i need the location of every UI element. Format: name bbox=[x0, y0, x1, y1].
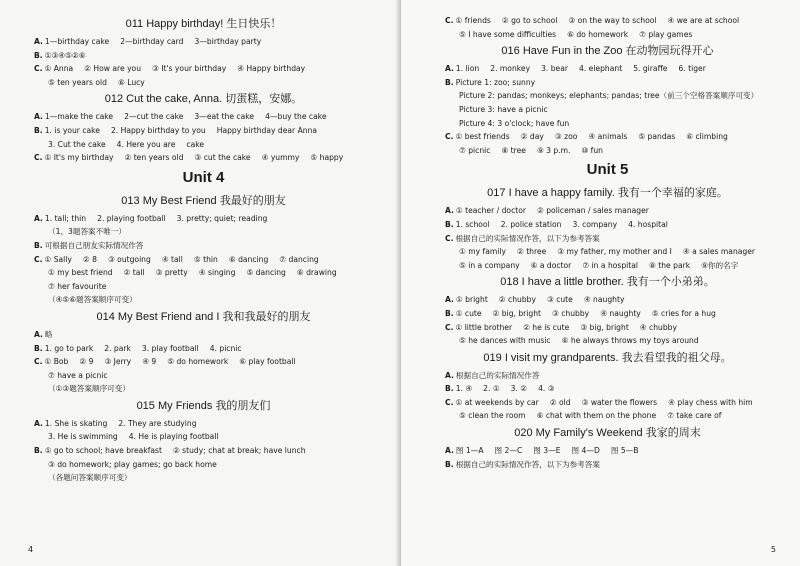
exercise-label: C. bbox=[445, 233, 454, 243]
answer-line bbox=[445, 259, 770, 273]
exercise-label: C. bbox=[34, 64, 43, 74]
answer-item: ① go to school; have breakfast bbox=[44, 446, 162, 456]
answer-item: ④ yummy bbox=[261, 153, 300, 163]
left-page bbox=[0, 0, 399, 566]
answer-item: ② tall bbox=[123, 268, 145, 278]
answer-line bbox=[445, 76, 770, 90]
answer-line bbox=[34, 382, 373, 396]
answer-item: ① Sally bbox=[44, 254, 72, 264]
answer-item: ③ cute bbox=[546, 295, 573, 305]
exercise-label: B. bbox=[445, 219, 454, 229]
exercise-label: B. bbox=[445, 384, 454, 394]
answer-item: ③ zoo bbox=[554, 132, 578, 142]
answer-line bbox=[445, 28, 770, 42]
answer-item: ⑥ climbing bbox=[686, 132, 728, 142]
answer-line bbox=[34, 110, 373, 124]
answer-line bbox=[34, 280, 373, 294]
answer-item: ① little brother bbox=[455, 322, 513, 332]
answer-line bbox=[445, 144, 770, 158]
answer-item: ⑥ a doctor bbox=[530, 260, 572, 270]
answer-item: ⑤ happy bbox=[310, 153, 344, 163]
answer-item: ③ pretty bbox=[155, 268, 188, 278]
answer-item: ⑤ ten years old bbox=[48, 77, 107, 87]
answer-item: ⑩ fun bbox=[581, 145, 603, 155]
answer-item: 2—cut the cake bbox=[124, 112, 184, 122]
answer-line bbox=[34, 328, 373, 342]
answer-line bbox=[34, 471, 373, 485]
answer-item: ④ we are at school bbox=[667, 16, 740, 25]
answer-item: 图 4—D bbox=[571, 446, 600, 456]
answer-item: 3. play football bbox=[141, 343, 199, 353]
answer-item: 1. school bbox=[455, 219, 490, 229]
answer-item: 图 3—E bbox=[533, 446, 561, 456]
answer-line bbox=[34, 151, 373, 165]
answer-line bbox=[445, 307, 770, 321]
right-page bbox=[401, 0, 800, 566]
answer-item: 1. is your cake bbox=[44, 125, 100, 135]
answer-item: ⑥ dancing bbox=[228, 254, 269, 264]
lesson-title: 013 My Best Friend 我最好的朋友 bbox=[121, 194, 286, 207]
answer-line bbox=[34, 239, 373, 253]
answer-item: ⑤ thin bbox=[193, 254, 218, 264]
page-number-left: 4 bbox=[28, 545, 34, 554]
answer-item: 4—buy the cake bbox=[265, 112, 327, 122]
answer-item: 1. lion bbox=[455, 64, 480, 74]
answer-line bbox=[34, 124, 373, 138]
answer-item: ⑦ dancing bbox=[279, 254, 319, 264]
answer-item: ⑦ take care of bbox=[667, 411, 722, 421]
answer-line bbox=[445, 232, 770, 246]
answer-item: （①③题答案顺序可变） bbox=[48, 384, 130, 394]
answer-item: ② old bbox=[549, 397, 571, 407]
answer-item: Picture 1: zoo; sunny bbox=[455, 77, 536, 87]
answer-item: ⑤ cries for a hug bbox=[651, 308, 716, 318]
answer-item: ① Anna bbox=[44, 64, 74, 74]
answer-line bbox=[445, 89, 770, 103]
answer-item: Picture 4: 3 o'clock; have fun bbox=[459, 118, 570, 128]
answer-line bbox=[445, 14, 770, 28]
answer-item: 2. monkey bbox=[490, 64, 531, 74]
answer-item: 根据自己的实际情况作答 bbox=[455, 370, 540, 380]
left-page-content bbox=[34, 14, 373, 485]
answer-item: 3. He is swimming bbox=[48, 432, 118, 442]
page-number-right: 5 bbox=[770, 545, 776, 554]
answer-item: ⑦ in a hospital bbox=[582, 260, 639, 270]
exercise-label: B. bbox=[445, 77, 454, 87]
answer-item: 2—birthday card bbox=[120, 37, 184, 46]
answer-item: ② three bbox=[516, 247, 547, 257]
lesson-title: 014 My Best Friend and I 我和我最好的朋友 bbox=[96, 310, 311, 323]
answer-line bbox=[34, 253, 373, 267]
answer-item: ② policeman / sales manager bbox=[537, 206, 649, 216]
answer-item: 3. bear bbox=[541, 64, 568, 74]
answer-line bbox=[445, 103, 770, 117]
answer-item: 4. He is playing football bbox=[128, 432, 219, 442]
answer-line bbox=[445, 382, 770, 396]
exercise-label: A. bbox=[445, 64, 454, 74]
answer-item: ② 8 bbox=[82, 254, 97, 264]
answer-item: 2. playing football bbox=[97, 213, 166, 223]
answer-line bbox=[34, 417, 373, 431]
answer-item: ①③④⑤②⑥ bbox=[44, 50, 86, 60]
answer-item: 1. She is skating bbox=[44, 418, 108, 428]
answer-line bbox=[445, 218, 770, 232]
exercise-label: C. bbox=[34, 357, 43, 367]
exercise-label: B. bbox=[34, 50, 43, 60]
answer-item: ① It's my birthday bbox=[44, 153, 114, 163]
answer-item: ④ Happy birthday bbox=[237, 64, 306, 74]
answer-item: 1—birthday cake bbox=[44, 37, 110, 46]
answer-item: ① at weekends by car bbox=[455, 397, 539, 407]
answer-item: 可根据自己朋友实际情况作答 bbox=[44, 240, 144, 250]
answer-item: 1. ④ bbox=[455, 384, 473, 394]
answer-item: ⑧ the park bbox=[649, 260, 691, 270]
answer-item: ⑤ in a company bbox=[459, 260, 520, 270]
lesson-title: 020 My Family's Weekend 我家的周末 bbox=[514, 427, 701, 440]
answer-item: ② he is cute bbox=[523, 322, 570, 332]
answer-item: ⑤ do homework bbox=[167, 357, 229, 367]
exercise-label: B. bbox=[445, 308, 454, 318]
lesson-title: 019 I visit my grandparents. 我去看望我的祖父母。 bbox=[483, 351, 732, 364]
exercise-label: A. bbox=[445, 370, 454, 380]
answer-line bbox=[445, 245, 770, 259]
exercise-label: C. bbox=[445, 132, 454, 142]
answer-line bbox=[34, 293, 373, 307]
answer-line bbox=[34, 444, 373, 458]
answer-item: ② 9 bbox=[79, 357, 94, 367]
answer-item: ② ten years old bbox=[124, 153, 184, 163]
answer-item: ③ my father, my mother and I bbox=[557, 247, 672, 257]
answer-item: ⑦ have a picnic bbox=[48, 370, 108, 380]
answer-item: ⑥ chat with them on the phone bbox=[536, 411, 657, 421]
answer-item: ② chubby bbox=[498, 295, 536, 305]
answer-item: 1. tall; thin bbox=[44, 213, 87, 223]
answer-item: 4. ③ bbox=[538, 384, 555, 394]
exercise-label: C. bbox=[445, 322, 454, 332]
answer-item: 3. pretty; quiet; reading bbox=[176, 213, 268, 223]
answer-item: ② go to school bbox=[501, 16, 558, 25]
answer-item: 2. park bbox=[104, 343, 131, 353]
answer-item: 略 bbox=[44, 329, 53, 339]
lesson-title: 011 Happy birthday! 生日快乐！ bbox=[125, 18, 282, 30]
answer-item: ④ animals bbox=[588, 132, 628, 142]
answer-line bbox=[34, 369, 373, 383]
exercise-label: B. bbox=[34, 125, 43, 135]
answer-item: 5. giraffe bbox=[633, 64, 668, 74]
answer-item: ③ chubby bbox=[552, 308, 590, 318]
exercise-label: A. bbox=[34, 213, 43, 223]
lesson-title: 017 I have a happy family. 我有一个幸福的家庭。 bbox=[487, 187, 728, 200]
exercise-label: A. bbox=[445, 295, 454, 305]
answer-line bbox=[34, 342, 373, 356]
answer-item: Picture 2: pandas; monkeys; elephants; pandas; tree（前三个空格答案顺序可变） bbox=[459, 91, 759, 101]
exercise-label: A. bbox=[34, 329, 43, 339]
answer-item: 根据自己的实际情况作答，以下为参考答案 bbox=[455, 459, 600, 469]
answer-item: ② big, bright bbox=[492, 308, 542, 318]
answer-line bbox=[445, 396, 770, 410]
answer-item: ⑥ play football bbox=[239, 357, 296, 367]
answer-item: 3—eat the cake bbox=[194, 112, 255, 122]
answer-line bbox=[34, 76, 373, 90]
exercise-label: B. bbox=[34, 446, 43, 456]
answer-line bbox=[34, 458, 373, 472]
answer-item: ⑤ pandas bbox=[638, 132, 676, 142]
answer-item: ② day bbox=[520, 132, 544, 142]
answer-item: 根据自己的实际情况作答，以下为参考答案 bbox=[455, 233, 600, 243]
lesson-title: 015 My Friends 我的朋友们 bbox=[136, 399, 271, 412]
answer-item: 2. police station bbox=[500, 219, 562, 229]
answer-item: 3. company bbox=[572, 219, 618, 229]
answer-item: cake bbox=[186, 139, 205, 149]
exercise-label: A. bbox=[34, 418, 43, 428]
answer-item: ⑨你的名字 bbox=[701, 260, 739, 270]
answer-item: ⑥ drawing bbox=[296, 268, 337, 278]
answer-item: 3. ② bbox=[510, 384, 528, 394]
exercise-label: A. bbox=[34, 112, 43, 122]
answer-line bbox=[445, 293, 770, 307]
lesson-title: 016 Have Fun in the Zoo 在动物园玩得开心 bbox=[501, 45, 714, 58]
answer-item: ⑦ picnic bbox=[459, 145, 491, 155]
answer-line bbox=[445, 334, 770, 348]
answer-item: Happy birthday dear Anna bbox=[216, 125, 318, 135]
exercise-label: C. bbox=[34, 254, 43, 264]
answer-item: 3. Cut the cake bbox=[48, 139, 106, 149]
answer-item: ⑤ dancing bbox=[246, 268, 286, 278]
answer-line bbox=[34, 138, 373, 152]
exercise-label: C. bbox=[445, 397, 454, 407]
answer-item: ⑦ play games bbox=[639, 29, 693, 39]
answer-item: ⑥ do homework bbox=[567, 29, 629, 39]
exercise-label: A. bbox=[445, 446, 454, 456]
right-page-content bbox=[445, 14, 770, 471]
unit-heading: Unit 5 bbox=[586, 161, 629, 179]
answer-item: ② study; chat at break; have lunch bbox=[172, 446, 306, 456]
exercise-label: B. bbox=[34, 240, 43, 250]
answer-item: ① teacher / doctor bbox=[455, 206, 526, 216]
answer-item: ③ It's your birthday bbox=[152, 64, 227, 74]
answer-item: 4. hospital bbox=[628, 219, 668, 229]
answer-line bbox=[445, 204, 770, 218]
answer-item: 2. They are studying bbox=[118, 418, 197, 428]
answer-line bbox=[34, 225, 373, 239]
answer-item: ⑤ he dances with music bbox=[459, 336, 551, 346]
answer-item: （各题问答案顺序可变） bbox=[48, 473, 132, 483]
answer-item: （1、3题答案不唯一） bbox=[48, 227, 127, 237]
answer-item: 2. ① bbox=[483, 384, 500, 394]
answer-line bbox=[34, 49, 373, 63]
answer-item: （④⑤⑥题答案顺序可变） bbox=[48, 295, 137, 305]
answer-item: ⑥ he always throws my toys around bbox=[561, 336, 699, 346]
answer-line bbox=[445, 62, 770, 76]
answer-item: ④ chubby bbox=[639, 322, 677, 332]
answer-item: ① Bob bbox=[44, 357, 69, 367]
answer-line bbox=[445, 369, 770, 383]
exercise-label: C. bbox=[34, 153, 43, 163]
answer-item: ④ singing bbox=[198, 268, 236, 278]
answer-item: 1. go to park bbox=[44, 343, 94, 353]
answer-line bbox=[34, 430, 373, 444]
exercise-label: C. bbox=[445, 16, 454, 25]
answer-line bbox=[34, 355, 373, 369]
answer-item: 图 2—C bbox=[494, 446, 523, 456]
answer-item: ① bright bbox=[455, 295, 488, 305]
answer-item: ④ play chess with him bbox=[668, 397, 753, 407]
exercise-label: A. bbox=[445, 206, 454, 216]
answer-line bbox=[34, 266, 373, 280]
answer-item: ① my best friend bbox=[48, 268, 113, 278]
answer-item: ③ Jerry bbox=[104, 357, 132, 367]
answer-item: ④ naughty bbox=[600, 308, 641, 318]
answer-line bbox=[445, 458, 770, 472]
answer-item: ④ a sales manager bbox=[682, 247, 756, 257]
answer-item: 2. Happy birthday to you bbox=[110, 125, 206, 135]
answer-item: ③ outgoing bbox=[107, 254, 151, 264]
answer-item: ③ cut the cake bbox=[194, 153, 251, 163]
answer-item: 3—birthday party bbox=[194, 37, 262, 46]
answer-item: ③ big, bright bbox=[580, 322, 629, 332]
answer-item: 图 5—B bbox=[610, 446, 639, 456]
answer-item: ① best friends bbox=[455, 132, 510, 142]
answer-line bbox=[445, 130, 770, 144]
exercise-label: B. bbox=[445, 459, 454, 469]
answer-item: ③ water the flowers bbox=[581, 397, 658, 407]
exercise-label: B. bbox=[34, 343, 43, 353]
answer-item: ④ naughty bbox=[583, 295, 625, 305]
lesson-title: 018 I have a little brother. 我有一个小弟弟。 bbox=[500, 276, 715, 289]
answer-item: ⑥ Lucy bbox=[118, 77, 145, 87]
answer-item: ② How are you bbox=[84, 64, 142, 74]
lesson-title: 012 Cut the cake, Anna. 切蛋糕，安娜。 bbox=[104, 93, 303, 106]
answer-item: ⑧ tree bbox=[501, 145, 526, 155]
answer-line bbox=[34, 62, 373, 76]
answer-line bbox=[34, 35, 373, 49]
answer-item: ① cute bbox=[455, 308, 482, 318]
answer-item: 1—make the cake bbox=[44, 112, 114, 122]
answer-item: 6. tiger bbox=[678, 64, 706, 74]
answer-item: 4. Here you are bbox=[116, 139, 176, 149]
answer-item: ④ 9 bbox=[142, 357, 157, 367]
answer-line bbox=[34, 212, 373, 226]
answer-line bbox=[445, 409, 770, 423]
unit-heading: Unit 4 bbox=[182, 168, 225, 186]
answer-item: ⑦ her favourite bbox=[48, 281, 107, 291]
answer-item: ③ do homework; play games; go back home bbox=[48, 459, 217, 469]
answer-line bbox=[445, 321, 770, 335]
exercise-label: A. bbox=[34, 37, 43, 46]
answer-line bbox=[445, 117, 770, 131]
answer-item: ⑨ 3 p.m. bbox=[536, 145, 571, 155]
answer-item: 4. elephant bbox=[579, 64, 623, 74]
answer-item: Picture 3: have a picnic bbox=[459, 104, 548, 114]
answer-item: 图 1—A bbox=[455, 446, 484, 456]
answer-item: ① my family bbox=[459, 247, 506, 257]
answer-item: ① friends bbox=[455, 16, 491, 25]
answer-item: ④ tall bbox=[161, 254, 183, 264]
answer-line bbox=[445, 444, 770, 458]
answer-item: ⑤ I have some difficulties bbox=[459, 29, 557, 39]
answer-item: ⑤ clean the room bbox=[459, 411, 526, 421]
answer-item: ③ on the way to school bbox=[568, 16, 657, 25]
answer-item: 4. picnic bbox=[209, 343, 242, 353]
